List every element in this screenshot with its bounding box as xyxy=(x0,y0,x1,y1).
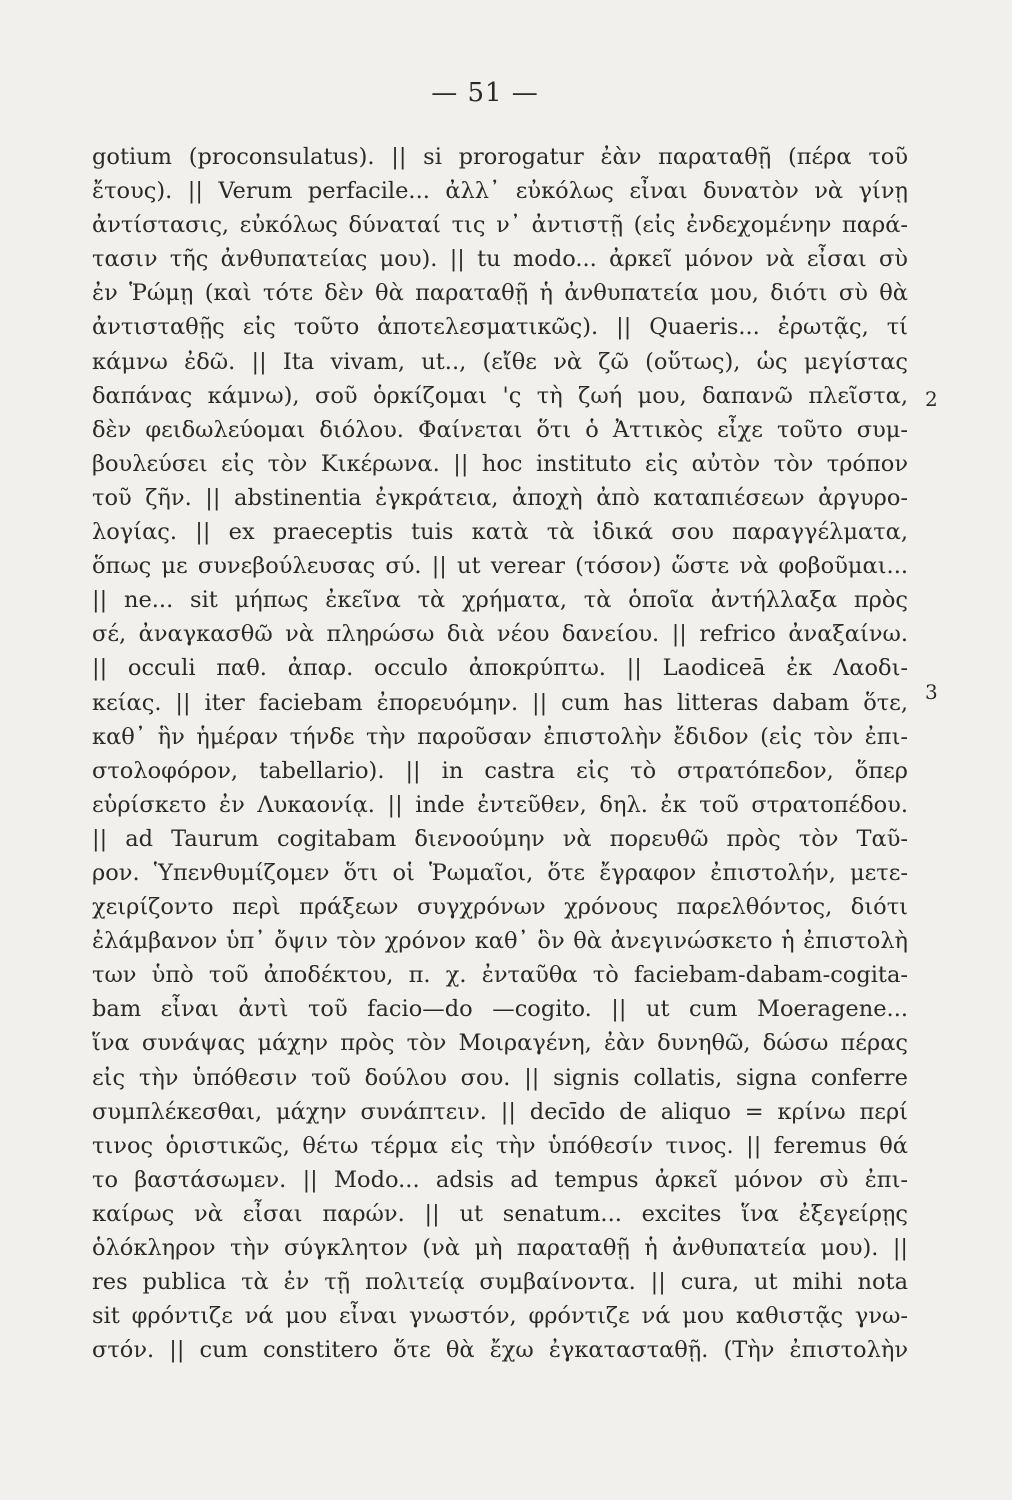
text-line: λογίας. || ex praeceptis tuis κατὰ τὰ ἰδικά σου παραγγέλματα, xyxy=(92,519,908,546)
text-line: εἰς τὴν ὑπόθεσιν τοῦ δούλου σου. || signis collatis, signa conferre xyxy=(92,1064,908,1091)
margin-note: 3 xyxy=(925,680,938,704)
page-number: — 51 — xyxy=(431,78,539,108)
text-line: χειρίζοντο περὶ πράξεων συγχρόνων χρόνους παρελθόντος, διότι xyxy=(92,894,908,921)
text-line: ὅπως με συνεβούλευσας σύ. || ut verear (τόσον) ὥστε νὰ φοβοῦμαι... xyxy=(92,553,908,580)
text-line: res publica τὰ ἐν τῇ πολιτείᾳ συμβαίνοντα. || cura, ut mihi nota xyxy=(92,1269,908,1296)
text-line: κείας. || iter faciebam ἐπορευόμην. || cum has litteras dabam ὅτε, xyxy=(92,689,908,716)
text-line: συμπλέκεσθαι, μάχην συνάπτειν. || decīdo de aliquo = κρίνω περί xyxy=(92,1098,908,1125)
text-line: || ad Taurum cogitabam διενοούμην νὰ πορευθῶ πρὸς τὸν Ταῦ- xyxy=(92,825,908,852)
text-line: ἐν Ῥώμῃ (καὶ τότε δὲν θὰ παραταθῇ ἡ ἀνθυπατεία μου, διότι σὺ θὰ xyxy=(92,280,908,307)
text-line: τασιν τῆς ἀνθυπατείας μου). || tu modo... ἀρκεῖ μόνον νὰ εἶσαι σὺ xyxy=(92,246,908,273)
text-line: ρον. Ὑπενθυμίζομεν ὅτι οἱ Ῥωμαῖοι, ὅτε ἔγραφον ἐπιστολήν, μετε- xyxy=(92,859,908,886)
commentary-text xyxy=(92,140,908,1367)
text-line: ἐλάμβανον ὑπ᾽ ὄψιν τὸν χρόνον καθ᾽ ὃν θὰ ἀνεγινώσκετο ἡ ἐπιστολὴ xyxy=(92,928,908,955)
text-line: gotium (proconsulatus). || si prorogatur ἐὰν παραταθῇ (πέρα τοῦ xyxy=(92,144,908,170)
text-line: ὁλόκληρον τὴν σύγκλητον (νὰ μὴ παραταθῇ ἡ ἀνθυπατεία μου). || xyxy=(92,1235,908,1261)
text-line: ἀντισταθῇς εἰς τοῦτο ἀποτελεσματικῶς). || Quaeris... ἐρωτᾷς, τί xyxy=(92,314,908,341)
text-line: δὲν φειδωλεύομαι διόλου. Φαίνεται ὅτι ὁ Ἀττικὸς εἶχε τοῦτο συμ- xyxy=(92,416,908,443)
text-line: δαπάνας κάμνω), σοῦ ὁρκίζομαι 'ς τὴ ζωή μου, δαπανῶ πλεῖστα, xyxy=(92,382,908,409)
text-line: στολοφόρον, tabellario). || in castra εἰς τὸ στρατόπεδον, ὅπερ xyxy=(92,757,908,784)
text-line: σέ, ἀναγκασθῶ νὰ πληρώσω διὰ νέου δανείου. || refrico ἀναξαίνω. xyxy=(92,621,908,648)
text-line: βουλεύσει εἰς τὸν Κικέρωνα. || hoc instituto εἰς αὐτὸν τὸν τρόπον xyxy=(92,450,908,477)
text-line: || occuli παθ. ἀπαρ. occulo ἀποκρύπτω. || Laodiceā ἐκ Λαοδι- xyxy=(92,655,908,682)
text-line: καθ᾽ ἣν ἡμέραν τήνδε τὴν παροῦσαν ἐπιστολὴν ἔδιδον (εἰς τὸν ἐπι- xyxy=(92,723,908,750)
text-line: ἔτους). || Verum perfacile... ἀλλ᾽ εὐκόλως εἶναι δυνατὸν νὰ γίνῃ xyxy=(92,178,908,205)
text-line: sit φρόντιζε νά μου εἶναι γνωστόν, φρόντιζε νά μου καθιστᾷς γνω- xyxy=(92,1303,908,1330)
text-line: στόν. || cum constitero ὅτε θὰ ἔχω ἐγκατασταθῇ. (Τὴν ἐπιστολὴν xyxy=(92,1337,908,1364)
text-line: τινος ὁριστικῶς, θέτω τέρμα εἰς τὴν ὑπόθεσίν τινος. || feremus θά xyxy=(92,1132,908,1159)
text-line: κάμνω ἐδῶ. || Ita vivam, ut.., (εἴθε νὰ ζῶ (οὕτως), ὡς μεγίστας xyxy=(92,348,908,375)
text-line: τοῦ ζῆν. || abstinentia ἐγκράτεια, ἀποχὴ ἀπὸ καταπιέσεων ἀργυρο- xyxy=(92,484,908,511)
text-line: bam εἶναι ἀντὶ τοῦ facio—do —cogito. || ut cum Moeragene... xyxy=(92,996,908,1023)
text-line: των ὑπὸ τοῦ ἀποδέκτου, π. χ. ἐνταῦθα τὸ faciebam-dabam-cogita- xyxy=(92,962,908,989)
text-line: εὑρίσκετο ἐν Λυκαονίᾳ. || inde ἐντεῦθεν, δηλ. ἐκ τοῦ στρατοπέδου. xyxy=(92,791,908,818)
text-line: ἀντίστασις, εὐκόλως δύναταί τις ν᾽ ἀντιστῇ (εἰς ἐνδεχομένην παρά- xyxy=(92,212,908,239)
text-line: το βαστάσωμεν. || Modo... adsis ad tempus ἀρκεῖ μόνον σὺ ἐπι- xyxy=(92,1166,908,1193)
margin-note: 2 xyxy=(925,387,938,411)
text-line: || ne... sit μήπως ἐκεῖνα τὰ χρήματα, τὰ ὁποῖα ἀντήλλαξα πρὸς xyxy=(92,587,908,614)
text-line: καίρως νὰ εἶσαι παρών. || ut senatum... excites ἵνα ἐξεγείρῃς xyxy=(92,1200,908,1227)
text-line: ἵνα συνάψας μάχην πρὸς τὸν Μοιραγένη, ἐὰν δυνηθῶ, δώσω πέρας xyxy=(92,1030,908,1057)
